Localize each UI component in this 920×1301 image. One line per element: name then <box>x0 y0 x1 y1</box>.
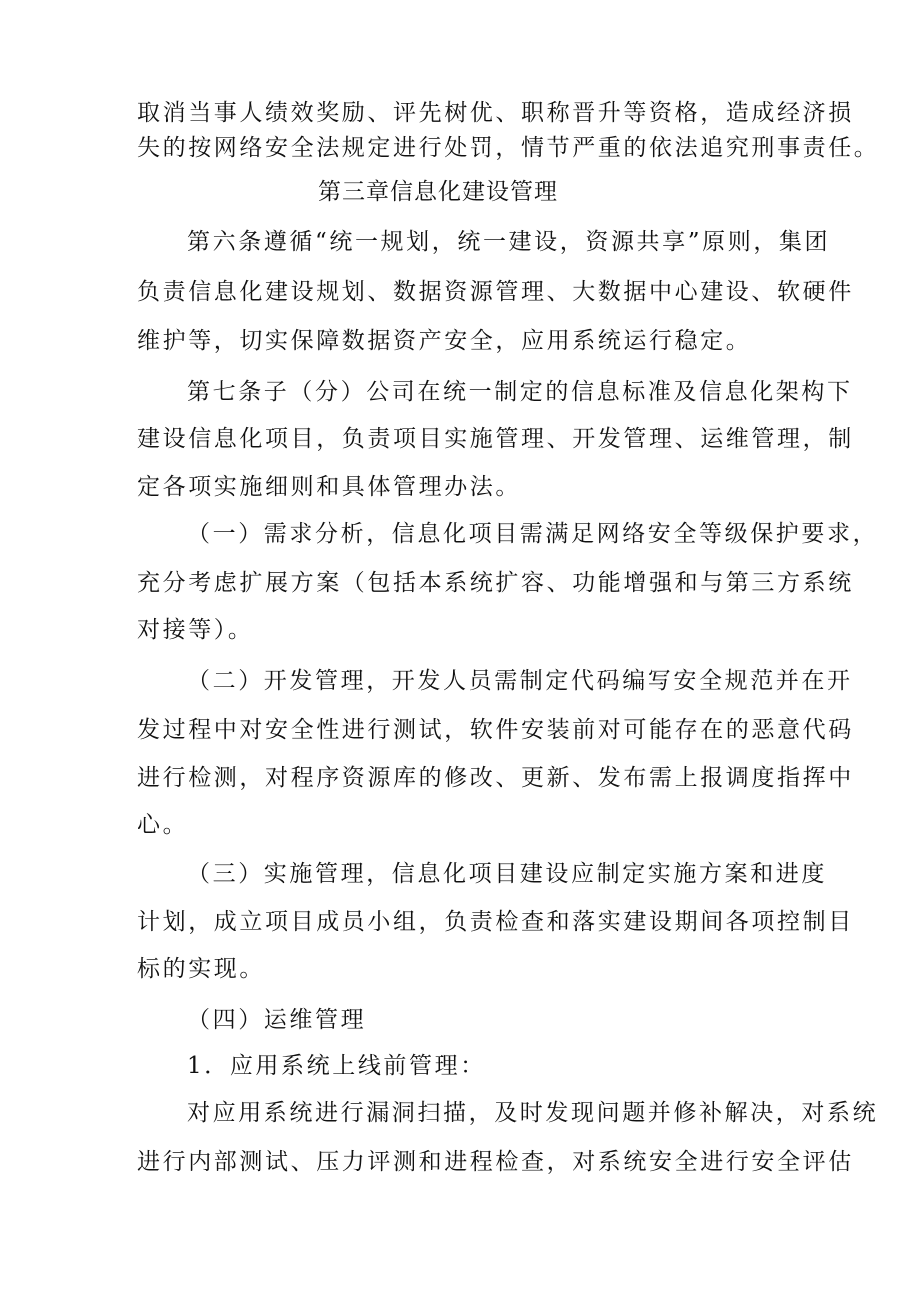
text-line: 第七条子（分）公司在统一制定的信息标准及信息化架构下 <box>187 379 853 405</box>
text-line: 建设信息化项目，负责项目实施管理、开发管理、运维管理，制 <box>137 426 854 452</box>
section-heading: （四）运维管理 <box>187 1007 367 1033</box>
text-line: 取消当事人绩效奖励、评先树优、职称晋升等资格，造成经济损 <box>137 100 854 126</box>
text-line: 标的实现。 <box>137 956 265 982</box>
text-line: 对接等）。 <box>137 617 254 643</box>
text-line: （三）实施管理，信息化项目建设应制定实施方案和进度 <box>187 861 827 887</box>
text-line: 进行内部测试、压力评测和进程检查，对系统安全进行安全评估 <box>137 1149 854 1175</box>
text-line: 心。 <box>137 812 189 838</box>
text-line: 失的按网络安全法规定进行处罚，情节严重的依法追究刑事责任。 <box>137 135 880 161</box>
text-line: （二）开发管理，开发人员需制定代码编写安全规范并在开 <box>187 668 853 694</box>
text-line: 计划，成立项目成员小组，负责检查和落实建设期间各项控制目 <box>137 909 854 935</box>
text-line: 充分考虑扩展方案（包括本系统扩容、功能增强和与第三方系统 <box>137 570 854 596</box>
text-line: 第六条遵循“统一规划，统一建设，资源共享”原则，集团 <box>187 229 831 255</box>
text-line: 定各项实施细则和具体管理办法。 <box>137 474 521 500</box>
text-line: （一）需求分析，信息化项目需满足网络安全等级保护要求， <box>187 521 879 547</box>
text-line: 进行检测，对程序资源库的修改、更新、发布需上报调度指挥中 <box>137 765 854 791</box>
text-line: 发过程中对安全性进行测试，软件安装前对可能存在的恶意代码 <box>137 717 854 743</box>
text-line: 维护等，切实保障数据资产安全，应用系统运行稳定。 <box>137 328 752 354</box>
chapter-heading: 第三章信息化建设管理 <box>318 179 558 205</box>
subsection-heading: 1．应用系统上线前管理： <box>187 1053 486 1079</box>
text-line: 对应用系统进行漏洞扫描，及时发现问题并修补解决，对系统 <box>187 1100 879 1126</box>
text-line: 负责信息化建设规划、数据资源管理、大数据中心建设、软硬件 <box>137 279 854 305</box>
